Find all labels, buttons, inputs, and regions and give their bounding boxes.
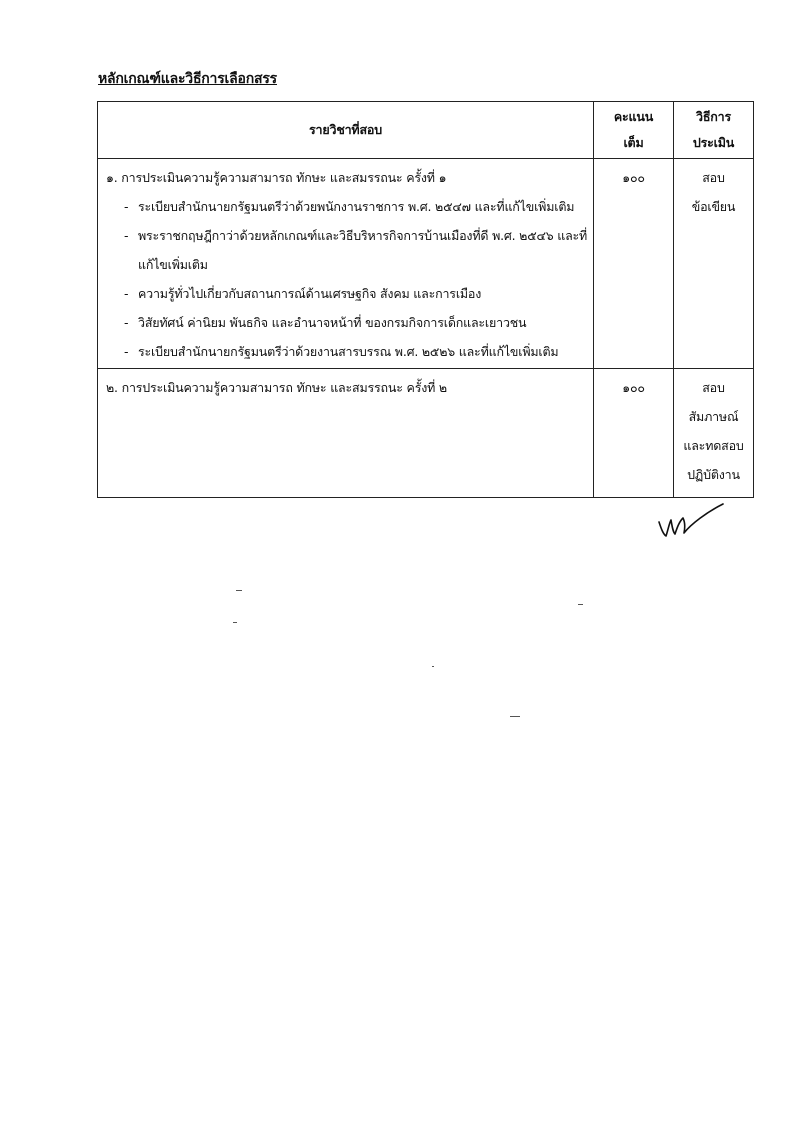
exam-topic-text: ระเบียบสำนักนายกรัฐมนตรีว่าด้วยงานสารบรรณ พ.ศ. ๒๕๒๖ และที่แก้ไขเพิ่มเติม — [138, 344, 559, 359]
header-subject: รายวิชาที่สอบ — [98, 102, 594, 159]
exam-topic-text: ระเบียบสำนักนายกรัฐมนตรีว่าด้วยพนักงานราชการ พ.ศ. ๒๕๔๗ และที่แก้ไขเพิ่มเติม — [138, 199, 575, 214]
method-line: สอบ — [702, 170, 725, 185]
scan-speck — [578, 604, 583, 605]
exam-topic-list — [106, 192, 593, 366]
full-score-cell: ๑๐๐ — [594, 369, 674, 498]
scan-speck — [233, 622, 237, 623]
list-item: - ระเบียบสำนักนายกรัฐมนตรีว่าด้วยงานสารบรรณ พ.ศ. ๒๕๒๖ และที่แก้ไขเพิ่มเติม — [106, 337, 593, 366]
table-header-row — [98, 102, 754, 159]
full-score-cell: ๑๐๐ — [594, 159, 674, 369]
list-item: - พระราชกฤษฎีกาว่าด้วยหลักเกณฑ์และวิธีบริหารกิจการบ้านเมืองที่ดี พ.ศ. ๒๕๔๖ และที่แก้ไขเพิ่มเติม — [106, 221, 593, 279]
list-item: - ความรู้ทั่วไปเกี่ยวกับสถานการณ์ด้านเศรษฐกิจ สังคม และการเมือง — [106, 279, 593, 308]
exam-topic-text: ความรู้ทั่วไปเกี่ยวกับสถานการณ์ด้านเศรษฐกิจ สังคม และการเมือง — [138, 286, 482, 301]
method-line: และทดสอบ — [683, 438, 744, 453]
method-line: ข้อเขียน — [691, 199, 736, 214]
scan-speck — [236, 590, 242, 591]
section-heading: หลักเกณฑ์และวิธีการเลือกสรร — [98, 71, 277, 87]
header-method-line1: วิธีการ — [696, 109, 731, 124]
exam-topic-text: วิสัยทัศน์ ค่านิยม พันธกิจ และอำนาจหน้าที่ ของกรมกิจการเด็กและเยาวชน — [138, 315, 527, 330]
scan-speck — [432, 666, 434, 667]
list-item: - ระเบียบสำนักนายกรัฐมนตรีว่าด้วยพนักงานราชการ พ.ศ. ๒๕๔๗ และที่แก้ไขเพิ่มเติม — [106, 192, 593, 221]
header-method — [674, 102, 754, 159]
exam-round-title: ๑. การประเมินความรู้ความสามารถ ทักษะ และสมรรถนะ ครั้งที่ ๑ — [106, 170, 447, 185]
method-line: ปฏิบัติงาน — [687, 467, 740, 482]
exam-topic-text: พระราชกฤษฎีกาว่าด้วยหลักเกณฑ์และวิธีบริหารกิจการบ้านเมืองที่ดี พ.ศ. ๒๕๔๖ และที่แก้ไขเพิ่มเติม — [138, 228, 588, 272]
list-item: - วิสัยทัศน์ ค่านิยม พันธกิจ และอำนาจหน้าที่ ของกรมกิจการเด็กและเยาวชน — [106, 308, 593, 337]
header-score-line1: คะแนน — [613, 109, 654, 124]
subject-cell — [98, 159, 594, 369]
table-row — [98, 369, 754, 498]
table-row — [98, 159, 754, 369]
method-line: สอบ — [702, 380, 725, 395]
method-cell — [674, 369, 754, 498]
handwritten-signature — [655, 500, 727, 540]
exam-round-title: ๒. การประเมินความรู้ความสามารถ ทักษะ และสมรรถนะ ครั้งที่ ๒ — [106, 380, 447, 395]
selection-criteria-table — [97, 101, 754, 498]
scan-speck — [510, 716, 520, 717]
subject-cell — [98, 369, 594, 498]
header-score-line2: เต็ม — [623, 135, 644, 150]
header-score — [594, 102, 674, 159]
header-method-line2: ประเมิน — [692, 135, 735, 150]
method-cell — [674, 159, 754, 369]
method-line: สัมภาษณ์ — [688, 409, 739, 424]
